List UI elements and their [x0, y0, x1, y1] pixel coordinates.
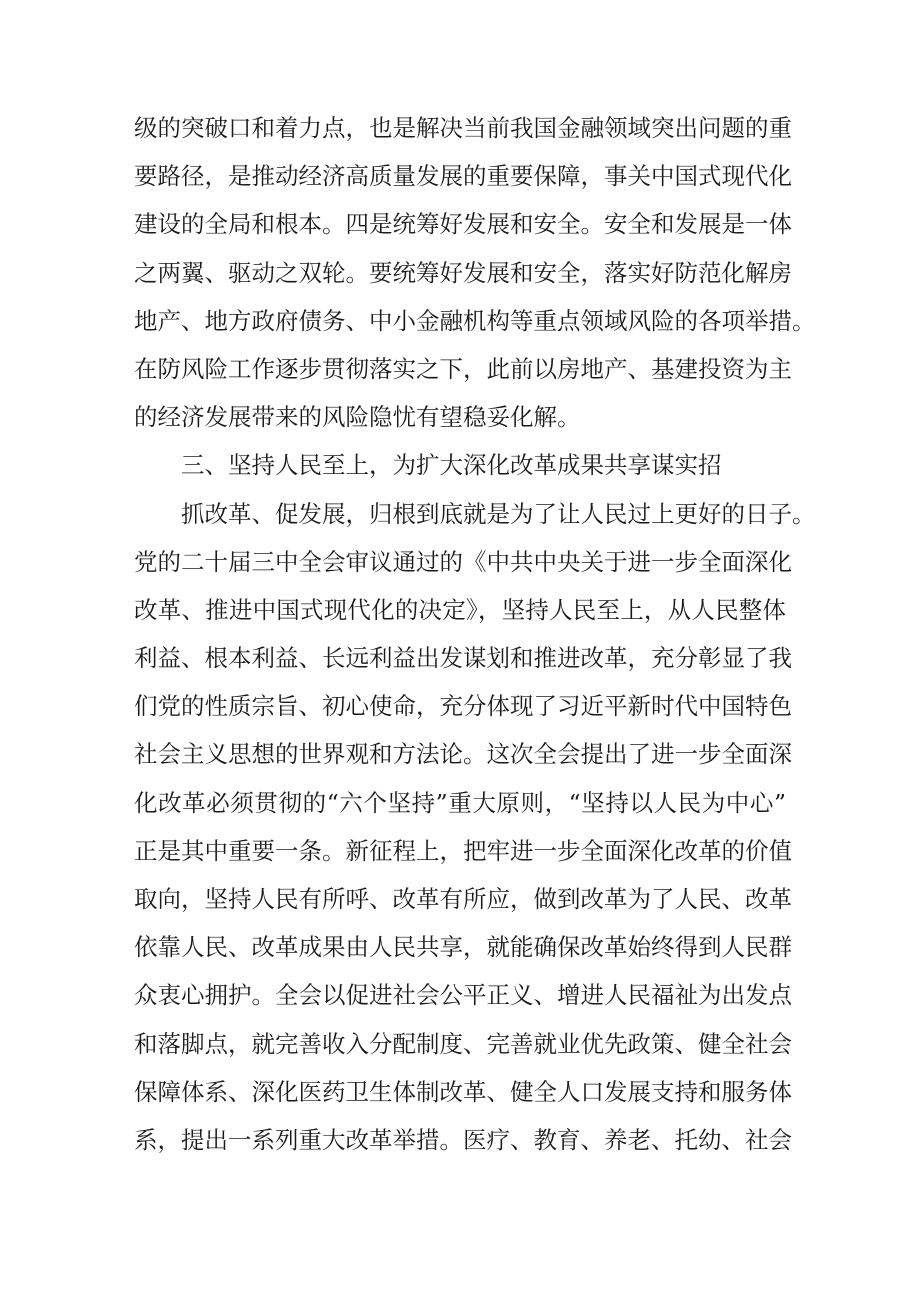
- text-line: 系，提出一系列重大改革举措。医疗、教育、养老、托幼、社会: [134, 1125, 792, 1154]
- text-line: 要路径，是推动经济高质量发展的重要保障，事关中国式现代化: [134, 162, 792, 191]
- text-line: 正是其中重要一条。新征程上，把牢进一步全面深化改革的价值: [134, 836, 792, 865]
- text-line: 之两翼、驱动之双轮。要统筹好发展和安全，落实好防范化解房: [134, 258, 792, 287]
- text-line: 建设的全局和根本。四是统筹好发展和安全。安全和发展是一体: [134, 210, 792, 239]
- text-line: 们党的性质宗旨、初心使命，充分体现了习近平新时代中国特色: [134, 692, 792, 721]
- text-line: 依靠人民、改革成果由人民共享，就能确保改革始终得到人民群: [134, 933, 792, 962]
- text-line: 保障体系、深化医药卫生体制改革、健全人口发展支持和服务体: [134, 1077, 792, 1106]
- text-line: 改革、推进中国式现代化的决定》，坚持人民至上，从人民整体: [134, 595, 786, 624]
- text-line: 取向，坚持人民有所呼、改革有所应，做到改革为了人民、改革: [134, 885, 792, 913]
- text-line: 抓改革、促发展，归根到底就是为了让人民过上更好的日子。: [181, 499, 816, 528]
- text-line: 级的突破口和着力点，也是解决当前我国金融领域突出问题的重: [134, 114, 792, 142]
- text-line: 利益、根本利益、长远利益出发谋划和推进改革，充分彰显了我: [134, 644, 792, 673]
- document-body: [134, 104, 816, 1164]
- text-line: 在防风险工作逐步贯彻落实之下，此前以房地产、基建投资为主: [134, 354, 792, 383]
- text-line: 和落脚点，就完善收入分配制度、完善就业优先政策、健全社会: [134, 1029, 792, 1058]
- text-line: 化改革必须贯彻的“六个坚持”重大原则，“坚持以人民为中心”: [134, 788, 786, 817]
- text-line: 地产、地方政府债务、中小金融机构等重点领域风险的各项举措。: [134, 306, 816, 335]
- text-line: 的经济发展带来的风险隐忧有望稳妥化解。: [134, 403, 581, 432]
- text-line: 党的二十届三中全会审议通过的《中共中央关于进一步全面深化: [134, 547, 792, 576]
- section-heading: 三、坚持人民至上，为扩大深化改革成果共享谋实招: [181, 451, 722, 480]
- text-line: 社会主义思想的世界观和方法论。这次全会提出了进一步全面深: [134, 740, 792, 769]
- text-line: 众衷心拥护。全会以促进社会公平正义、增进人民福祉为出发点: [134, 981, 792, 1010]
